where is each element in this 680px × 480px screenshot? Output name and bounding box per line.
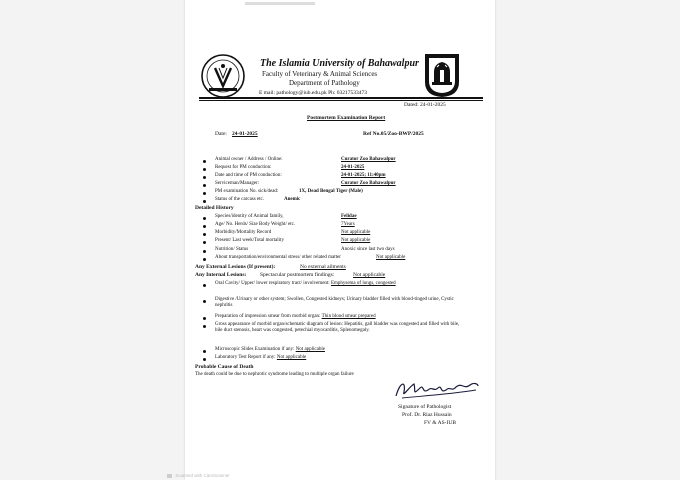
field-value: 24-01-2025; 11:40pm (341, 173, 386, 178)
dated-line: Dated: 24-01-2025 (404, 102, 446, 108)
lesion-item-text: Laboratory Test Report if any: (215, 355, 276, 360)
signature-line3: FV & AS-IUB (424, 420, 456, 426)
internal-lesions-text: Spectacular postmortem findings: (260, 272, 335, 278)
cause-text: The death could be due to nephrotic syndrome leading to multiple organ failure (195, 372, 354, 377)
history-label: Age/ No. Herds/ Size Body Weight/ etc. (215, 222, 296, 227)
lesion-item-value: Thin blood smear prepared (321, 314, 376, 319)
external-lesions-value: No external ailments (300, 264, 346, 270)
contact-line: E mail: pathology@iub.edu.pk Ph: 03217533473 (259, 90, 368, 96)
field-label: Status of the carcass etc. (215, 197, 265, 202)
report-date-value: 24-01-2025 (232, 131, 258, 137)
field-label: Animal owner / Address / Online: (215, 157, 283, 162)
history-label: About transportation/environmental stress/ other related matter (215, 255, 341, 260)
bleed-through-marks (245, 0, 325, 8)
history-value: Not applicable (341, 238, 371, 243)
lesion-item: Gross appearance of morbid organ/schematic diagram of lesion: Hepatitis, gall bladder was congested and filled with bile, bile duct stenosis, heart was congested, petechial myocarditis, Splenomegaly. (215, 322, 460, 333)
external-lesions-label: Any External Lesions (If present): (195, 264, 276, 270)
history-value: Felidae (341, 214, 357, 219)
university-seal-icon (201, 54, 245, 98)
field-label: PM examination No. sick/dead: (215, 189, 279, 194)
report-title: Postmortem Examination Report (307, 115, 386, 121)
history-label: Present/ Last week/Total mortality (215, 238, 284, 243)
header-rule-thin (199, 100, 483, 101)
lesion-item-value: Not applicable (276, 355, 307, 360)
lesion-item-text: Preparation of impression smear from morbid organ: (215, 314, 321, 319)
university-name: The Islamia University of Bahawalpur (260, 58, 419, 69)
history-value: 7Years (341, 222, 355, 227)
field-value: 1X, Dead Bengal Tiger (Male) (299, 189, 363, 194)
field-label: Date and time of PM conduction: (215, 173, 282, 178)
history-value: Anoxic since last two days (341, 247, 395, 252)
internal-lesions-label: Any Internal Lesions: (195, 272, 247, 278)
field-label: Serviceman/Manager: (215, 181, 260, 186)
field-value: Curator Zoo Bahawalpur (341, 157, 396, 162)
lesion-item (215, 314, 477, 320)
history-value: Not applicable (341, 230, 371, 235)
lesion-item-value: Not applicable (295, 347, 325, 352)
cause-heading: Probable Cause of Death (195, 364, 254, 370)
handwritten-signature (392, 376, 482, 402)
signature-line1: Signature of Pathologist (398, 404, 452, 410)
lesion-item: Digestive /Urinary or other system; Swollen, Congested kidneys; Urinary bladder filled with blood-tinged urine, Cystic nephritis (215, 297, 454, 308)
signature-line2: Prof. Dr. Riaz Hussain (402, 412, 452, 418)
scanner-text: Scanned with CamScanner (175, 473, 230, 478)
history-label: Nutrition/ Status (215, 247, 249, 252)
field-value: 24-01-2025 (341, 165, 365, 170)
history-label: Morbidity/Mortality Record (215, 230, 272, 235)
document-page (175, 0, 495, 480)
footer-scanner (167, 473, 230, 478)
history-value: Not applicable (376, 255, 406, 260)
scanner-icon (167, 474, 172, 478)
lesion-item (215, 347, 467, 353)
ref-number: Ref No.05/Zoo-BWP/2025 (363, 131, 424, 137)
field-label: Request for PM conduction: (215, 165, 272, 170)
history-label: Species/identity of Animal family, (215, 214, 284, 219)
faculty-name: Faculty of Veterinary & Animal Sciences (262, 70, 378, 78)
report-date-label: Date: (215, 131, 227, 137)
lesion-item (215, 355, 467, 361)
lesion-item-text: Oral Cavity/ Upper/ lower respiratory tract/ involvement: (215, 281, 330, 286)
field-value: Anemic (284, 197, 301, 202)
lesion-item-text: Microscopic Slides Examination if any: (215, 347, 295, 352)
field-value: Curator Zoo Bahawalpur (341, 181, 396, 186)
lesion-item-value: Emphysema of lungs, congested (330, 281, 396, 286)
history-heading: Detailed History (195, 205, 234, 211)
department-name: Department of Pathology (289, 79, 360, 87)
internal-lesions-value: Not applicable (353, 272, 386, 278)
lesion-item (215, 281, 467, 287)
university-crest-icon (423, 52, 461, 98)
header-rule (199, 97, 483, 99)
